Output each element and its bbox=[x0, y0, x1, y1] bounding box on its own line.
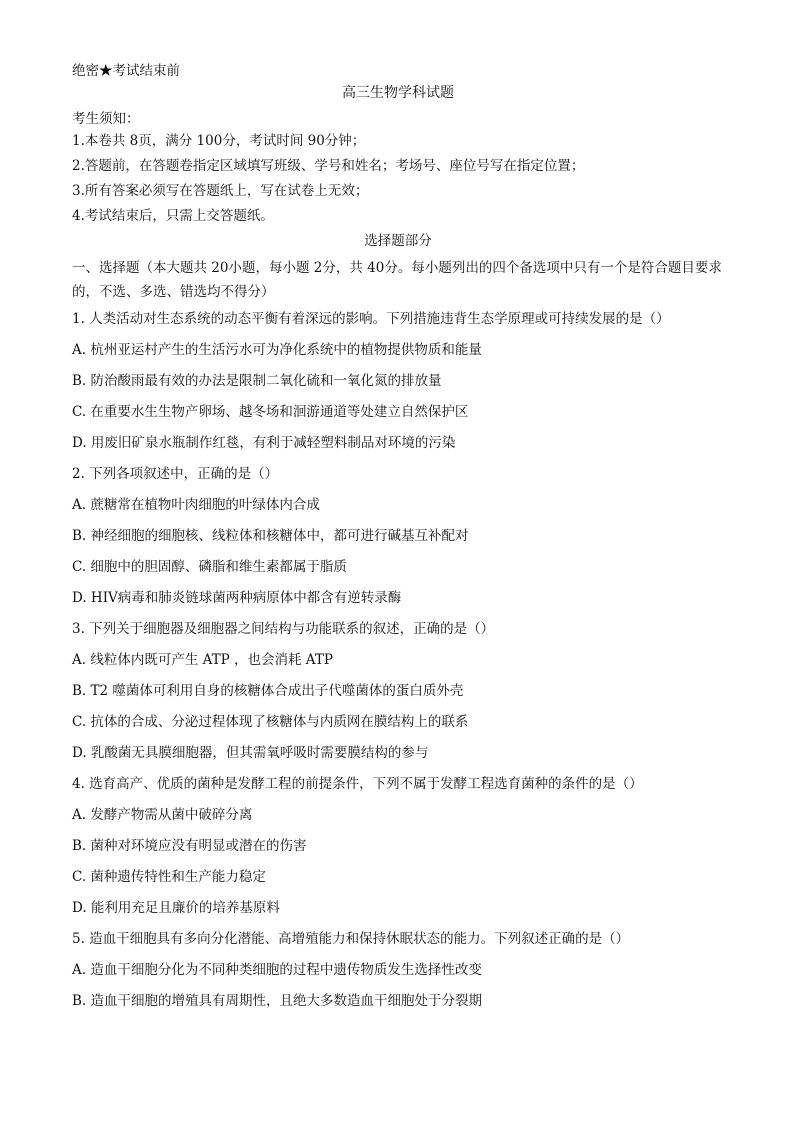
option-c: C. 细胞中的胆固醇、磷脂和维生素都属于脂质 bbox=[72, 559, 347, 575]
question-stem: 1. 人类活动对生态系统的动态平衡有着深远的影响。下列措施违背生态学原理或可持续发展的是（） bbox=[72, 311, 670, 327]
option-b: B. T2 噬菌体可利用自身的核糖体合成出子代噬菌体的蛋白质外壳 bbox=[72, 683, 464, 699]
question-stem: 2. 下列各项叙述中，正确的是（） bbox=[72, 466, 279, 482]
option-d: D. 乳酸菌无具膜细胞器，但其需氧呼吸时需要膜结构的参与 bbox=[72, 745, 429, 761]
question-4 bbox=[72, 775, 724, 930]
question-stem: 5. 造血干细胞具有多向分化潜能、高增殖能力和保持休眠状态的能力。下列叙述正确的是（） bbox=[72, 931, 630, 947]
option-a: A. 线粒体内既可产生 ATP ，也会消耗 ATP bbox=[72, 652, 333, 668]
option-b: B. 神经细胞的细胞核、线粒体和核糖体中，都可进行碱基互补配对 bbox=[72, 528, 469, 544]
option-b: B. 菌种对环境应没有明显或潜在的伤害 bbox=[72, 838, 307, 854]
notice-item-1: 1.本卷共 8页，满分 100分，考试时间 90分钟； bbox=[72, 133, 366, 149]
option-d: D. 用废旧矿泉水瓶制作红毯，有利于减轻塑料制品对环境的污染 bbox=[72, 435, 456, 451]
exam-page bbox=[72, 62, 724, 1023]
section-instructions: 一、选择题（本大题共 20小题，每小题 2分，共 40分。每小题列出的四个备选项中只有一个是符合题目要求的，不选、多选、错选均不得分） bbox=[72, 260, 722, 300]
option-a: A. 蔗糖常在植物叶肉细胞的叶绿体内合成 bbox=[72, 497, 320, 513]
notice-item-4: 4.考试结束后，只需上交答题纸。 bbox=[72, 208, 274, 224]
question-5 bbox=[72, 930, 724, 1023]
notice-item-3: 3.所有答案必须写在答题纸上，写在试卷上无效； bbox=[72, 183, 369, 199]
confidential-label: 绝密★考试结束前 bbox=[72, 63, 180, 79]
option-c: C. 在重要水生生物产卵场、越冬场和洄游通道等处建立自然保护区 bbox=[72, 404, 469, 420]
option-a: A. 发酵产物需从菌中破碎分离 bbox=[72, 807, 253, 823]
question-3 bbox=[72, 620, 724, 775]
option-d: D. 能利用充足且廉价的培养基原料 bbox=[72, 900, 280, 916]
question-stem: 4. 选育高产、优质的菌种是发酵工程的前提条件，下列不属于发酵工程选育菌种的条件的是（） bbox=[72, 776, 643, 792]
option-a: A. 杭州亚运村产生的生活污水可为净化系统中的植物提供物质和能量 bbox=[72, 342, 482, 358]
notice-heading: 考生须知： bbox=[72, 111, 140, 127]
option-c: C. 菌种遗传特性和生产能力稳定 bbox=[72, 869, 266, 885]
option-c: C. 抗体的合成、分泌过程体现了核糖体与内质网在膜结构上的联系 bbox=[72, 714, 469, 730]
option-a: A. 造血干细胞分化为不同种类细胞的过程中遗传物质发生选择性改变 bbox=[72, 962, 482, 978]
notice-item-2: 2.答题前，在答题卷指定区域填写班级、学号和姓名；考场号、座位号写在指定位置； bbox=[72, 158, 585, 174]
question-stem: 3. 下列关于细胞器及细胞器之间结构与功能联系的叙述，正确的是（） bbox=[72, 621, 495, 637]
exam-title: 高三生物学科试题 bbox=[342, 85, 454, 101]
option-b: B. 防治酸雨最有效的办法是限制二氧化硫和一氧化氮的排放量 bbox=[72, 373, 442, 389]
option-d: D. HIV病毒和肺炎链球菌两种病原体中都含有逆转录酶 bbox=[72, 590, 402, 606]
question-2 bbox=[72, 465, 724, 620]
question-1 bbox=[72, 310, 724, 465]
notice-block bbox=[72, 110, 724, 232]
section-title: 选择题部分 bbox=[364, 233, 432, 249]
option-b: B. 造血干细胞的增殖具有周期性，且绝大多数造血干细胞处于分裂期 bbox=[72, 993, 483, 1009]
